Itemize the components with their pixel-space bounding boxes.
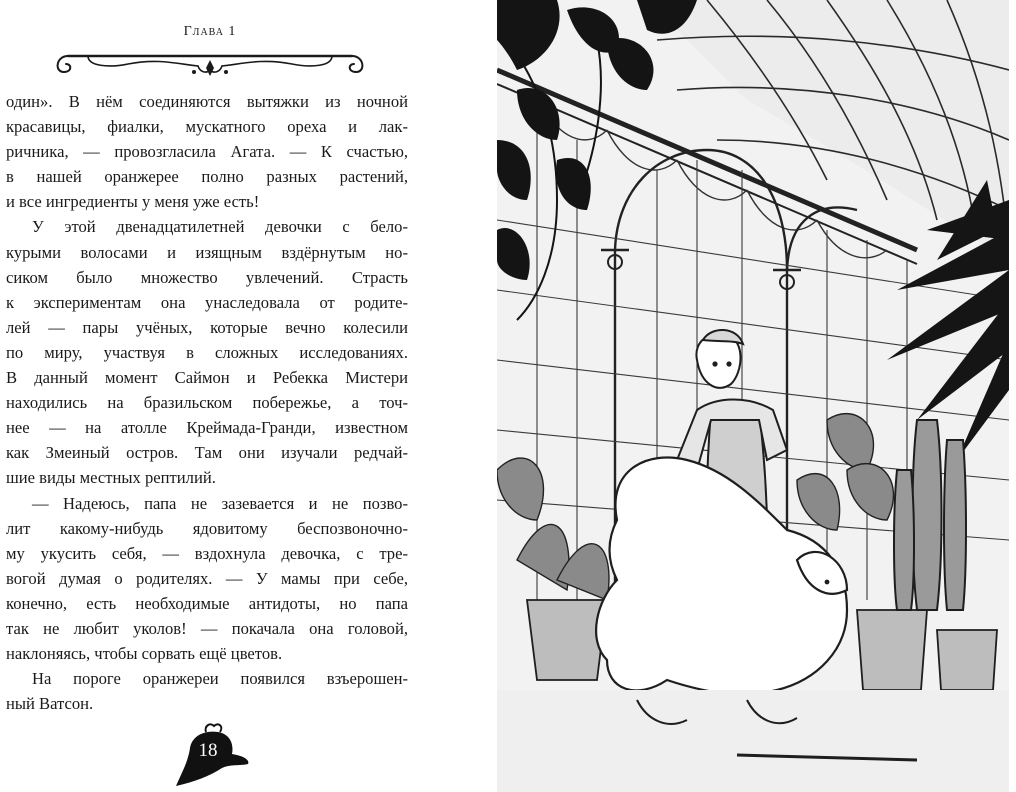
text-line: и все ингредиенты у меня уже есть! [6,192,260,212]
body-text [6,89,408,716]
text-line: по миру, участвуя в сложных исследованиях. [6,342,408,362]
text-line: наклоняясь, чтобы сорвать ещё цветов. [6,644,283,664]
text-line: — Надеюсь, папа не зазевается и не позво- [32,493,408,513]
text-line: шие виды местных рептилий. [6,468,216,488]
page-number: 18 [198,740,218,761]
chapter-title: Глава 1 [183,24,237,39]
text-line: сиком было множество увлечений. Страсть [6,267,408,287]
text-line: один». В нём соединяются вытяжки из ночной [6,92,408,111]
text-line: У этой двенадцатилетней девочки с бело- [32,217,408,237]
text-line: ричника, — провозгласила Агата. — К счастью, [6,142,408,162]
text-line: к экспериментам она унаследовала от родите- [6,292,408,312]
text-line: конечно, есть необходимые антидоты, но папа [6,593,408,613]
scroll-ornament-icon [48,42,372,80]
text-line: В данный момент Саймон и Ребекка Мистери [6,368,408,388]
text-line: лит какому-нибудь ядовитому беспозвоночно- [6,518,408,538]
text-line: ный Ватсон. [6,694,94,714]
text-line: красавицы, фиалки, мускатного ореха и лак- [6,117,408,137]
text-line: му укусить себя, — вздохнула девочка, с тре- [6,543,408,563]
text-line: лей — пары учёных, которые вечно колесили [6,317,408,337]
greenhouse-illustration [497,0,1009,792]
text-line: нее — на атолле Креймада-Гранди, известном [6,418,408,438]
illustration-page [497,0,1009,792]
text-line: курыми волосами и изящным вздёрнутым но- [6,242,408,262]
text-line: вогой думая о родителях. — У мамы при себе, [6,568,408,588]
left-page [0,0,492,792]
text-line: находились на бразильском побережье, а точ- [6,393,408,413]
text-line: так не любит уколов! — покачала она головой, [6,618,408,638]
text-line: как Змеиный остров. Там они изучали редчай- [6,443,408,463]
text-line: На пороге оранжереи появился взъерошен- [32,669,408,689]
text-line: в нашей оранжерее полно разных растений, [6,167,408,187]
